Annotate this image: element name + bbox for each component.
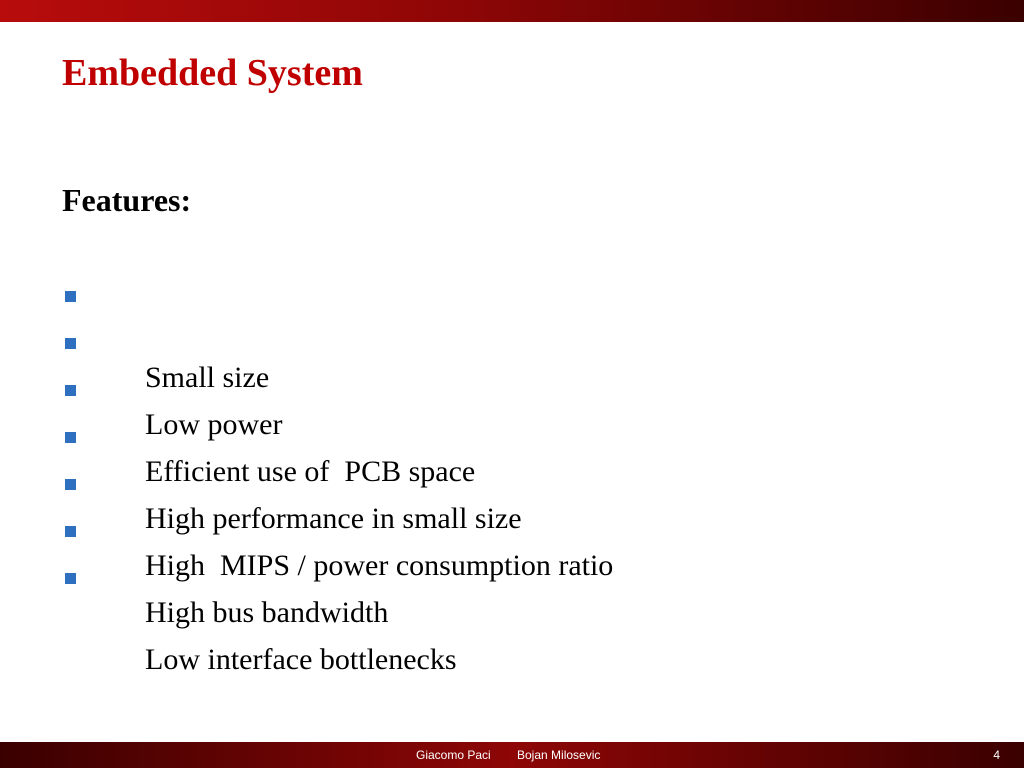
square-bullet-icon bbox=[65, 479, 76, 490]
list-item-text: High bus bandwidth bbox=[145, 596, 389, 629]
features-list bbox=[62, 278, 614, 676]
list-item-text: Efficient use of PCB space bbox=[145, 455, 476, 488]
square-bullet-icon bbox=[65, 291, 76, 302]
slide-title: Embedded System bbox=[62, 52, 363, 94]
square-bullet-icon bbox=[65, 573, 76, 584]
list-item-text: Low interface bottlenecks bbox=[145, 643, 457, 676]
footer-author-1: Giacomo Paci bbox=[416, 748, 491, 762]
square-bullet-icon bbox=[65, 338, 76, 349]
square-bullet-icon bbox=[65, 432, 76, 443]
list-item-text: High performance in small size bbox=[145, 502, 522, 535]
square-bullet-icon bbox=[65, 526, 76, 537]
list-item-text: Low power bbox=[145, 408, 283, 441]
features-heading: Features: bbox=[62, 182, 192, 218]
footer-bar bbox=[0, 742, 1024, 768]
square-bullet-icon bbox=[65, 385, 76, 396]
list-item-text: High MIPS / power consumption ratio bbox=[145, 549, 614, 582]
page-number: 4 bbox=[993, 748, 1000, 762]
footer-author-2: Bojan Milosevic bbox=[517, 748, 601, 762]
header-bar bbox=[0, 0, 1024, 22]
list-item-text: Small size bbox=[145, 361, 270, 394]
list-item bbox=[62, 278, 613, 394]
